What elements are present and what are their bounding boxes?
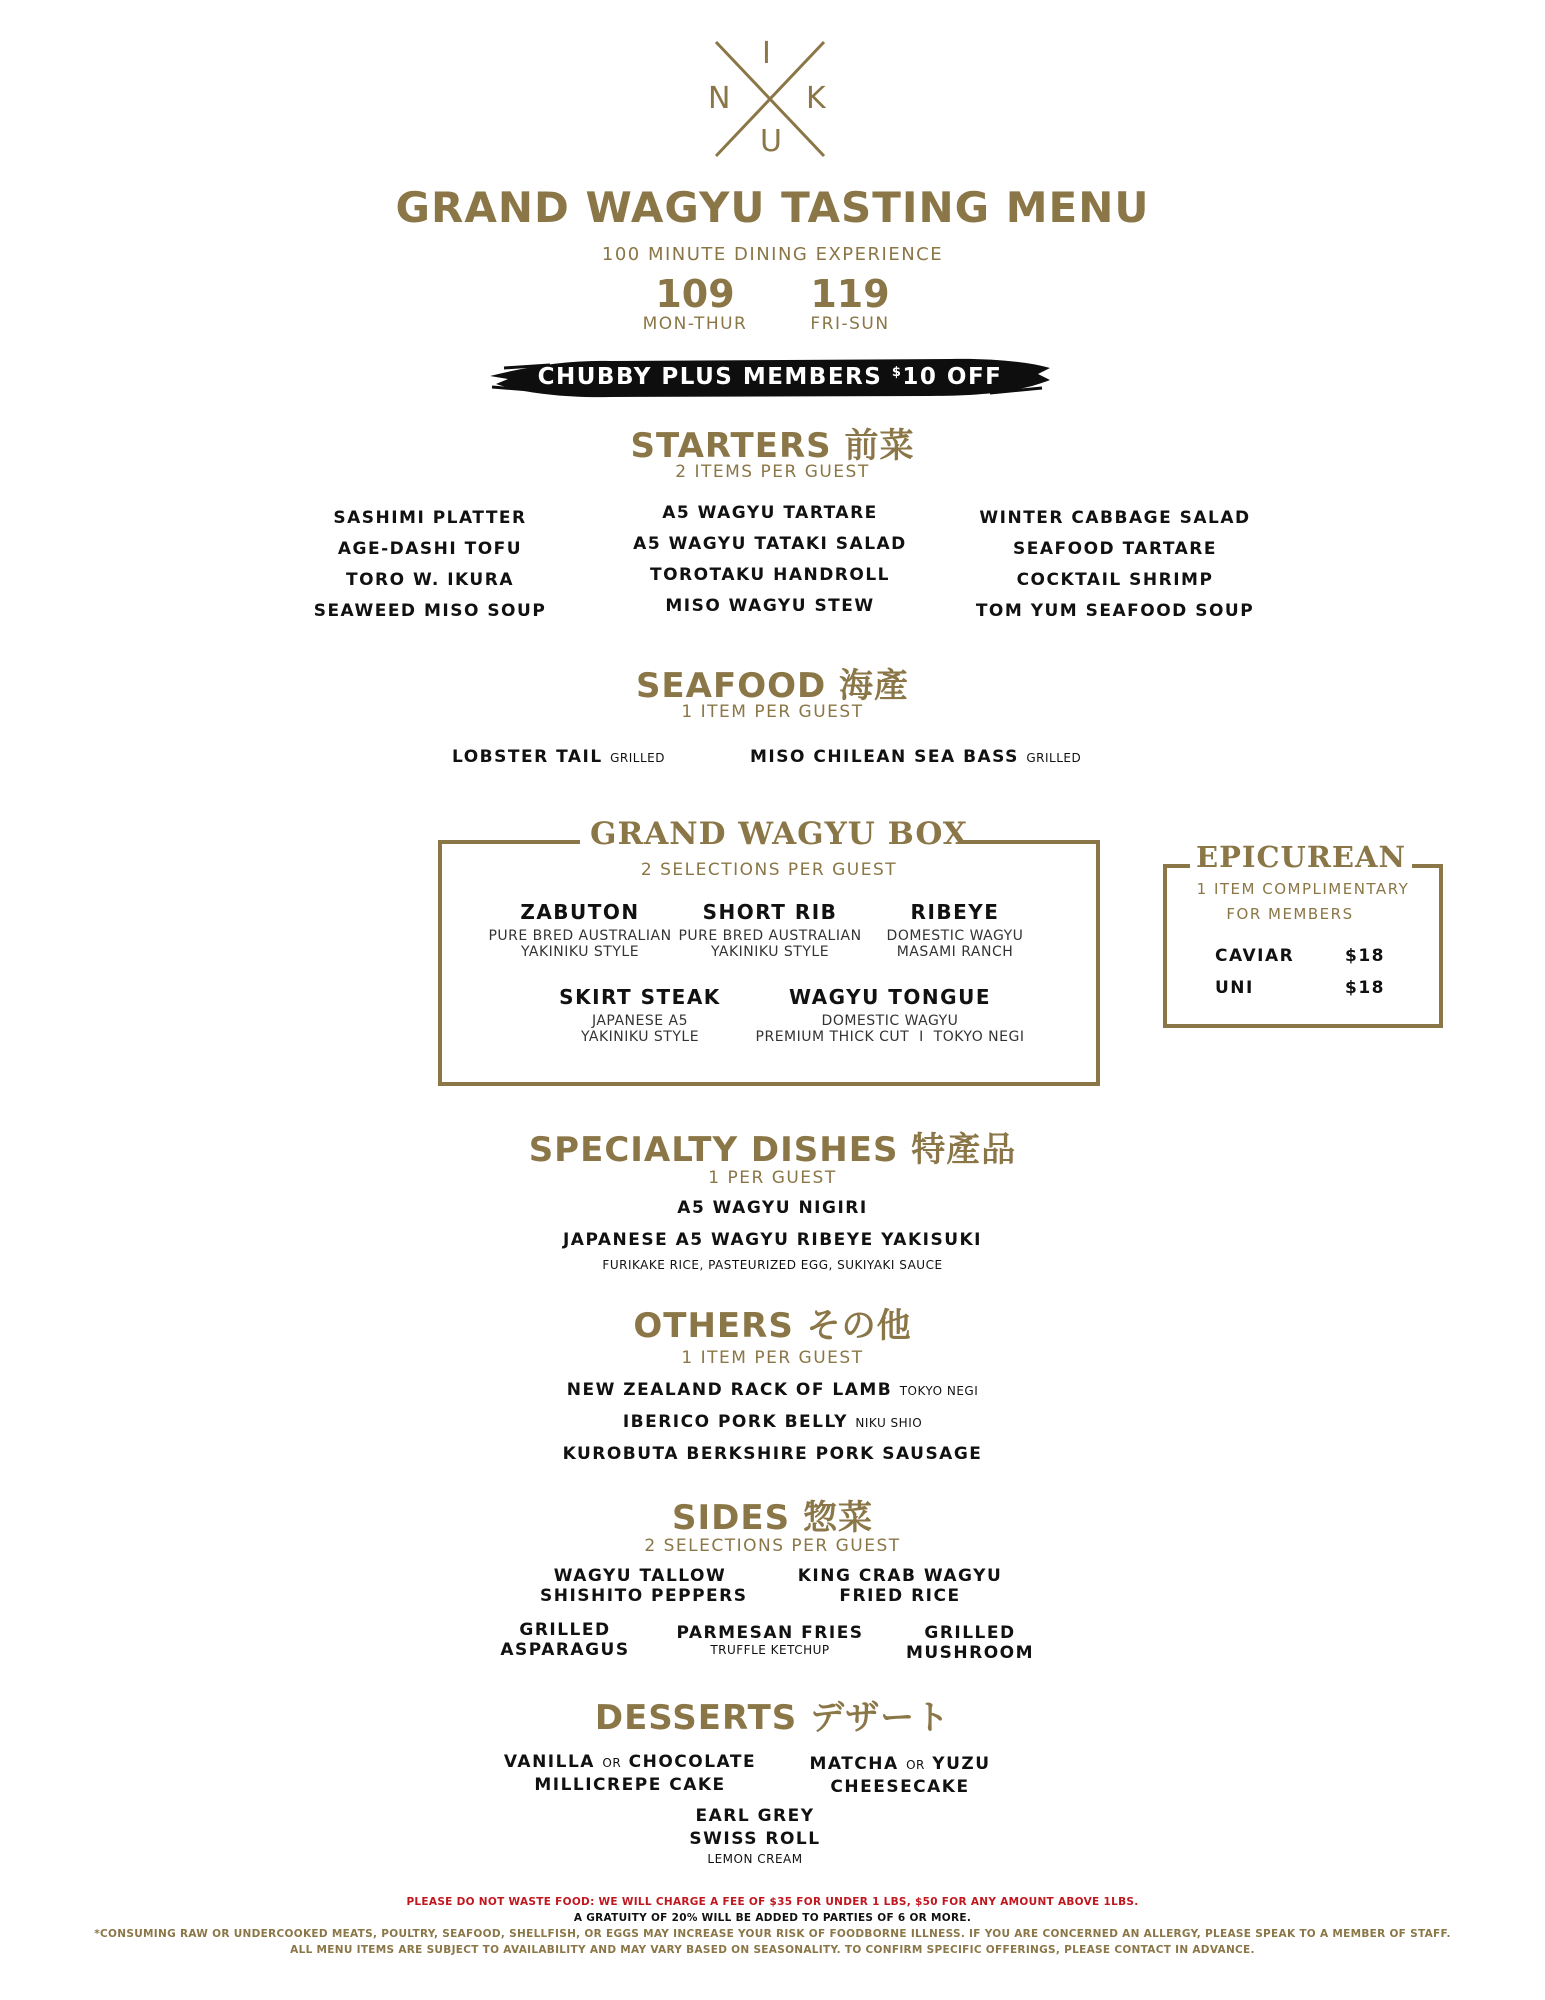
specialty-subtitle: 1 PER GUEST bbox=[708, 1168, 837, 1188]
menu-subtitle: 100 MINUTE DINING EXPERIENCE bbox=[601, 244, 944, 265]
cut-style: PREMIUM THICK CUT I TOKYO NEGI bbox=[755, 1029, 1025, 1045]
dessert-line: CHEESECAKE bbox=[830, 1777, 970, 1797]
others-item-pork-belly bbox=[0, 1412, 1545, 1432]
price-weekday-days: MON-THUR bbox=[642, 314, 748, 334]
desserts-title: DESSERTS デザート bbox=[594, 1698, 951, 1738]
side-tallow-peppers bbox=[540, 1566, 748, 1606]
menu-title: GRAND WAGYU TASTING MENU bbox=[395, 183, 1150, 232]
cut-origin: JAPANESE A5 bbox=[591, 1013, 689, 1029]
cut-name: RIBEYE bbox=[910, 900, 1000, 924]
dessert-flavor: MATCHA bbox=[809, 1754, 899, 1774]
cut-style: YAKINIKU STYLE bbox=[520, 944, 640, 960]
list-item: SEAFOOD TARTARE bbox=[1013, 539, 1217, 559]
seafood-item-lobster bbox=[452, 747, 665, 767]
cut-name: SHORT RIB bbox=[702, 900, 838, 924]
epicurean-line2: FOR MEMBERS bbox=[1226, 905, 1354, 923]
seafood-title: SEAFOOD 海產 bbox=[635, 666, 910, 706]
logo-letter-right: K bbox=[806, 81, 826, 116]
seafood-item-name: LOBSTER TAIL bbox=[452, 747, 603, 767]
side-line: MUSHROOM bbox=[905, 1643, 1035, 1663]
footer-gratuity: A GRATUITY OF 20% WILL BE ADDED TO PARTIES OF 6 OR MORE. bbox=[573, 1912, 972, 1924]
specialty-item-nigiri: A5 WAGYU NIGIRI bbox=[677, 1198, 868, 1218]
list-item: SASHIMI PLATTER bbox=[333, 508, 527, 528]
wagyu-cut-short-rib bbox=[670, 900, 870, 960]
starters-column-2 bbox=[620, 503, 920, 627]
others-item-name: IBERICO PORK BELLY bbox=[622, 1412, 848, 1432]
dessert-line: MILLICREPE CAKE bbox=[534, 1775, 726, 1795]
side-line: KING CRAB WAGYU bbox=[797, 1566, 1003, 1586]
seafood-subtitle: 1 ITEM PER GUEST bbox=[681, 702, 864, 722]
list-item: COCKTAIL SHRIMP bbox=[1016, 570, 1214, 590]
epicurean-line1: 1 ITEM COMPLIMENTARY bbox=[1196, 880, 1410, 898]
list-item: MISO WAGYU STEW bbox=[665, 596, 875, 616]
dessert-flavor: YUZU bbox=[932, 1754, 991, 1774]
specialty-title: SPECIALTY DISHES 特產品 bbox=[528, 1130, 1017, 1170]
side-line: FRIED RICE bbox=[839, 1586, 961, 1606]
logo-letter-top: I bbox=[762, 36, 771, 71]
others-item-name: NEW ZEALAND RACK OF LAMB bbox=[566, 1380, 893, 1400]
specialty-item-yakisuki: JAPANESE A5 WAGYU RIBEYE YAKISUKI bbox=[562, 1230, 983, 1250]
price-weekend-days: FRI-SUN bbox=[810, 314, 890, 334]
dessert-flavor: VANILLA bbox=[503, 1752, 595, 1772]
seafood-item-note: GRILLED bbox=[610, 751, 665, 765]
epicurean-item-name: UNI bbox=[1215, 978, 1254, 998]
dessert-line: SWISS ROLL bbox=[689, 1829, 821, 1849]
sides-title: SIDES 惣菜 bbox=[672, 1498, 873, 1538]
footer-waste-notice: PLEASE DO NOT WASTE FOOD: WE WILL CHARGE A FEE OF $35 FOR UNDER 1 LBS, $50 FOR ANY AMOUNT ABOVE 1LBS. bbox=[406, 1896, 1139, 1908]
cut-origin: DOMESTIC WAGYU bbox=[821, 1013, 959, 1029]
wagyu-cut-ribeye bbox=[860, 900, 1050, 960]
logo-letter-bottom: U bbox=[760, 124, 782, 159]
cut-origin: PURE BRED AUSTRALIAN bbox=[678, 928, 862, 944]
wagyu-cut-tongue bbox=[740, 985, 1040, 1045]
epicurean-item-price: $18 bbox=[1345, 978, 1385, 998]
cut-name: ZABUTON bbox=[520, 900, 640, 924]
cut-origin: PURE BRED AUSTRALIAN bbox=[488, 928, 672, 944]
side-line: WAGYU TALLOW bbox=[553, 1566, 727, 1586]
sides-subtitle: 2 SELECTIONS PER GUEST bbox=[644, 1536, 901, 1556]
side-grilled-asparagus bbox=[490, 1620, 640, 1660]
dessert-line: EARL GREY bbox=[695, 1806, 815, 1826]
side-king-crab-rice bbox=[795, 1566, 1005, 1606]
cut-origin: DOMESTIC WAGYU bbox=[886, 928, 1024, 944]
side-line: ASPARAGUS bbox=[500, 1640, 630, 1660]
cut-name: WAGYU TONGUE bbox=[788, 985, 991, 1009]
others-item-lamb bbox=[0, 1380, 1545, 1400]
wagyu-box-title: GRAND WAGYU BOX bbox=[580, 816, 960, 852]
starters-column-1 bbox=[290, 508, 570, 632]
wagyu-cut-zabuton bbox=[480, 900, 680, 960]
promo-amount: 10 OFF bbox=[902, 364, 1003, 390]
seafood-item-seabass bbox=[750, 747, 1081, 767]
promo-text: CHUBBY PLUS MEMBERS bbox=[537, 364, 883, 390]
starters-column-3 bbox=[970, 508, 1260, 632]
others-item-note: TOKYO NEGI bbox=[899, 1384, 979, 1398]
side-line: PARMESAN FRIES bbox=[676, 1623, 864, 1643]
side-grilled-mushroom bbox=[895, 1623, 1045, 1663]
others-title: OTHERS その他 bbox=[633, 1306, 912, 1346]
footer-raw-warning: *CONSUMING RAW OR UNDERCOOKED MEATS, POULTRY, SEAFOOD, SHELLFISH, OR EGGS MAY INCREASE YOUR RISK OF FOODBORNE ILLNESS. IF YOU ARE CONCERNED AN ALLERGY, PLEASE SPEAK TO A MEMBER OF STAFF. bbox=[94, 1928, 1451, 1940]
price-weekend bbox=[775, 272, 925, 334]
others-item-note: NIKU SHIO bbox=[855, 1416, 923, 1430]
dessert-millicrepe bbox=[500, 1752, 760, 1795]
promo-currency: $ bbox=[891, 365, 903, 380]
starters-subtitle: 2 ITEMS PER GUEST bbox=[675, 462, 870, 482]
price-weekday-amount: 109 bbox=[655, 272, 735, 316]
epicurean-item-uni bbox=[1215, 978, 1385, 998]
wagyu-box-subtitle: 2 SELECTIONS PER GUEST bbox=[640, 860, 898, 880]
cut-style: YAKINIKU STYLE bbox=[710, 944, 830, 960]
members-promo bbox=[490, 352, 1050, 402]
list-item: A5 WAGYU TATAKI SALAD bbox=[633, 534, 907, 554]
side-note: TRUFFLE KETCHUP bbox=[710, 1643, 830, 1657]
footer-availability: ALL MENU ITEMS ARE SUBJECT TO AVAILABILITY AND MAY VARY BASED ON SEASONALITY. TO CONFIRM SPECIFIC OFFERINGS, PLEASE CONTACT IN ADVANCE. bbox=[290, 1944, 1255, 1956]
price-weekend-amount: 119 bbox=[810, 272, 890, 316]
dessert-flavor: CHOCOLATE bbox=[628, 1752, 757, 1772]
epicurean-item-name: CAVIAR bbox=[1215, 946, 1295, 966]
list-item: TOROTAKU HANDROLL bbox=[649, 565, 891, 585]
list-item: WINTER CABBAGE SALAD bbox=[979, 508, 1251, 528]
specialty-item-note: FURIKAKE RICE, PASTEURIZED EGG, SUKIYAKI SAUCE bbox=[602, 1258, 943, 1272]
epicurean-item-price: $18 bbox=[1345, 946, 1385, 966]
cut-style: MASAMI RANCH bbox=[896, 944, 1014, 960]
price-weekday bbox=[620, 272, 770, 334]
cut-style: YAKINIKU STYLE bbox=[580, 1029, 700, 1045]
side-line: SHISHITO PEPPERS bbox=[540, 1586, 748, 1606]
others-item-sausage: KUROBUTA BERKSHIRE PORK SAUSAGE bbox=[562, 1444, 983, 1464]
side-parmesan-fries bbox=[665, 1623, 875, 1657]
dessert-or: OR bbox=[602, 1756, 622, 1770]
list-item: TORO W. IKURA bbox=[345, 570, 514, 590]
epicurean-title: EPICUREAN bbox=[1190, 840, 1412, 874]
list-item: SEAWEED MISO SOUP bbox=[313, 601, 547, 621]
seafood-item-name: MISO CHILEAN SEA BASS bbox=[750, 747, 1019, 767]
list-item: TOM YUM SEAFOOD SOUP bbox=[975, 601, 1255, 621]
wagyu-cut-skirt-steak bbox=[540, 985, 740, 1045]
dessert-line bbox=[790, 1754, 1010, 1774]
niku-logo bbox=[710, 38, 830, 160]
logo-letter-left: N bbox=[708, 81, 731, 116]
others-subtitle: 1 ITEM PER GUEST bbox=[681, 1348, 864, 1368]
epicurean-item-caviar bbox=[1215, 946, 1385, 966]
dessert-cheesecake bbox=[790, 1754, 1010, 1797]
side-line: GRILLED bbox=[519, 1620, 611, 1640]
dessert-or: OR bbox=[906, 1758, 925, 1772]
list-item: AGE-DASHI TOFU bbox=[337, 539, 523, 559]
cut-name: SKIRT STEAK bbox=[559, 985, 721, 1009]
dessert-swiss-roll bbox=[655, 1806, 855, 1866]
dessert-line bbox=[500, 1752, 760, 1772]
side-line: GRILLED bbox=[924, 1623, 1016, 1643]
starters-title: STARTERS 前菜 bbox=[630, 426, 915, 466]
seafood-item-note: GRILLED bbox=[1026, 751, 1082, 765]
dessert-note: LEMON CREAM bbox=[707, 1852, 803, 1866]
list-item: A5 WAGYU TARTARE bbox=[662, 503, 878, 523]
